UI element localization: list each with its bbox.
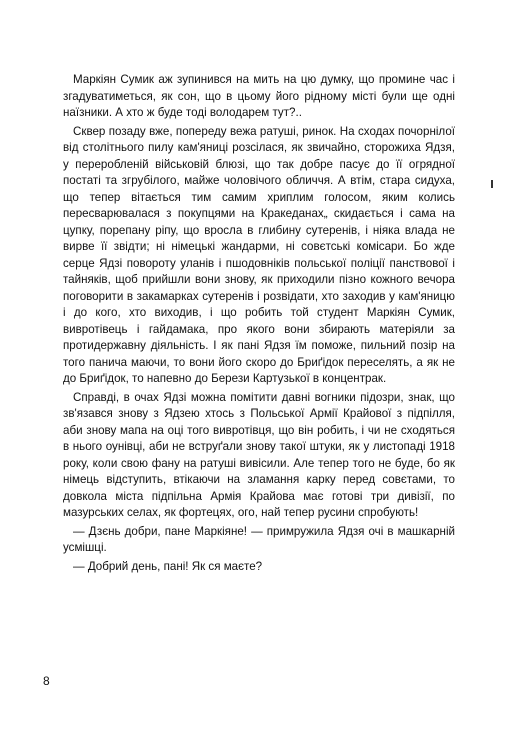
page-text — [63, 72, 455, 577]
page-number: 8 — [43, 674, 50, 688]
paragraph-3: Справді, в очах Ядзі можна помітити давні вогники підозри, знак, що зв'язався знову з Ядзею хтось з Польської Армії Крайової з підпілля, аби знову мапа на оці того вивротівця, що він робить, і чи не сходяться в нього оунівці, аби не вструґали знову такої штуки, як у листопаді 1918 року, коли свою фану на ратуші вивісили. Але тепер того не буде, бо як німець відступить, втікаючи на зламання карку перед совєтами, то довкола міста підпільна Армія Крайова має готові три дивізії, по мазурських селах, як фортецях, ого, най тепер русини спробують! — [63, 390, 455, 519]
paragraph-5: — Добрий день, пані! Як ся маєте? — [73, 559, 263, 573]
paragraph-1: Маркіян Сумик аж зупинився на мить на цю думку, що промине час і згадуватиметься, як сон, що в цьому його рідному місті були ще одні наїзники. А хто ж буде тоді володарем тут?.. — [63, 73, 455, 119]
margin-mark — [491, 180, 493, 188]
paragraph-2: Сквер позаду вже, попереду вежа ратуші, ринок. На сходах почорнілої від столітнього пилу кам'яниці розсілася, як звичайно, сторожиха Ядзя, у переробленій військовій блюзі, що так добре пасує до її огрядної постаті та згрубілого, майже чоловічого обличчя. А втім, стара сидуха, що тепер вітається тим самим хриплим голосом, яким колись пересварювалася з покупцями на Кракеданах„ скидається і сама на цупку, порепану ріпу, що вросла в глибину сутеренів, і ніяка влада не вирве її звідти; ні німецькі жандарми, ні совєтські комісари. Бо жде серце Ядзі повороту уланів і пшодовніків польської поліції панствової і тайняків, щоб прийшли вони знову, як приходили пізно кожного вечора поговорити в закамарках сутеренів і розвідати, хто заходив у кам'яницю і до кого, хто виходив, і що робить той студент Маркіян Сумик, вивротівець і гайдамака, про якого вони збирають матеріяли за протидержавну діяльність. І як пані Ядзя їм поможе, пильний позір на того панича маючи, то вони його скоро до Бриґідок переселять, а як не до Бриґідок, то напевно до Берези Картузької в концентрак. — [63, 124, 455, 385]
paragraph-4: — Дзєнь добри, пане Маркіяне! — примружила Ядзя очі в машкарній усмішці. — [63, 524, 455, 554]
